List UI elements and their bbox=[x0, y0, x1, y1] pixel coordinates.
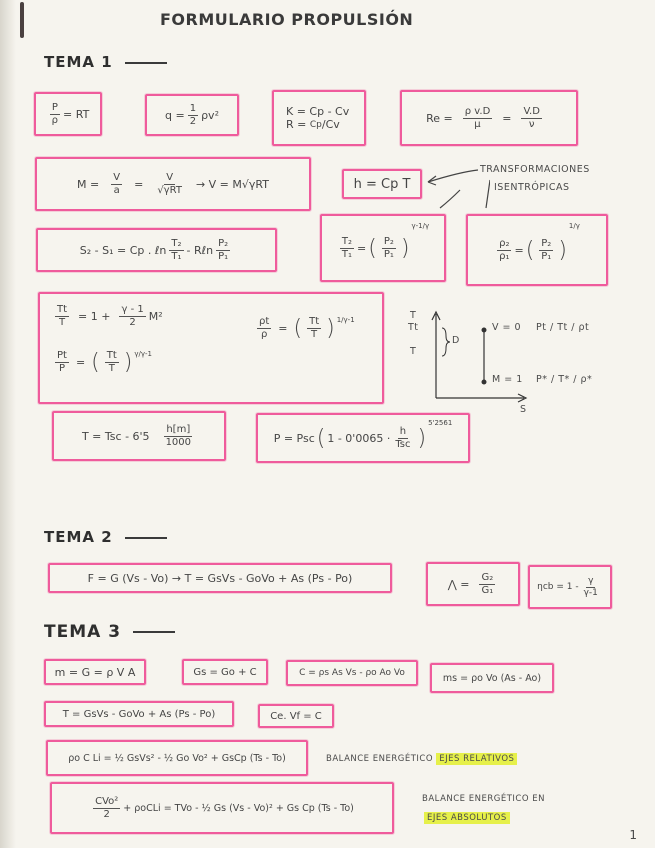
thrust-formula-tema2: F = G (Vs - Vo) → T = GsVs - GoVo + As (Ps - Po) bbox=[48, 563, 392, 593]
diagram-label-tt: Tt bbox=[408, 322, 419, 333]
equals-sign: = bbox=[502, 111, 512, 125]
open-paren: ( bbox=[316, 425, 326, 451]
energy-balance-absolute-formula bbox=[50, 782, 394, 834]
equals-sign: = bbox=[134, 177, 144, 191]
open-paren: ( bbox=[525, 237, 535, 263]
page-title: FORMULARIO PROPULSIÓN bbox=[160, 10, 414, 29]
heading-underline bbox=[125, 537, 167, 539]
formula-rhs: + ρoCLi = TVo - ½ Gs (Vs - Vo)² + Gs Cp (Ts - To) bbox=[123, 802, 354, 814]
open-paren: ( bbox=[91, 350, 100, 375]
frac-num: h[m] bbox=[166, 423, 191, 435]
heading-underline bbox=[133, 631, 175, 633]
formula-mid: = 1 + bbox=[78, 310, 111, 323]
frac-den: Tsc bbox=[395, 438, 411, 450]
frac-den: ν bbox=[528, 118, 535, 130]
equals-sign: = bbox=[75, 356, 86, 369]
isa-temperature-formula bbox=[52, 411, 226, 461]
frac-den: ρ bbox=[260, 329, 268, 340]
efficiency-formula bbox=[528, 565, 612, 609]
energy-balance-relative-formula: ρo C Li = ½ GsVs² - ½ Go Vo² + GsCp (Ts - To) bbox=[46, 740, 308, 776]
diagram-label-d: D bbox=[452, 335, 460, 346]
arrow-icons bbox=[420, 160, 490, 210]
formula-mid: - Rℓn bbox=[186, 243, 214, 257]
stagnation-relations-box bbox=[38, 292, 384, 404]
close-paren: ) bbox=[400, 235, 410, 261]
heading-underline bbox=[125, 62, 167, 64]
formula-lhs: Re = bbox=[426, 111, 453, 125]
thrust-formula-tema3: T = GsVs - GoVo + As (Ps - Po) bbox=[44, 701, 234, 727]
frac-num: P₂ bbox=[383, 235, 394, 247]
section-tema2-heading bbox=[44, 528, 167, 546]
highlighted-note: EJES ABSOLUTOS bbox=[424, 812, 510, 824]
close-paren: ) bbox=[417, 425, 427, 451]
equals-sign: = bbox=[278, 322, 288, 335]
frac-den: γ-1 bbox=[583, 587, 598, 598]
formula-lhs: S₂ - S₁ = Cp . ℓn bbox=[79, 243, 167, 257]
frac-num: G₂ bbox=[481, 571, 494, 583]
frac-num: V.D bbox=[523, 105, 540, 117]
frac-num: P₂ bbox=[218, 237, 229, 249]
frac-den: P₁ bbox=[383, 248, 394, 260]
ce-formula: Ce. Vf = C bbox=[258, 704, 334, 728]
diagram-axis-s: S bbox=[520, 404, 527, 415]
equals-sign: = bbox=[514, 243, 524, 257]
frac-den: a bbox=[113, 184, 120, 196]
frac-num: ρ v.D bbox=[464, 105, 491, 117]
open-paren: ( bbox=[293, 316, 303, 341]
formula-lhs: ηcb = 1 - bbox=[537, 582, 579, 592]
frac-num: 1 bbox=[189, 102, 197, 114]
isa-pressure-formula bbox=[256, 413, 470, 463]
formula-rhs: ρv² bbox=[201, 108, 219, 122]
k-relation: K = Cp - Cv bbox=[286, 105, 350, 118]
stagnation-density-formula bbox=[254, 316, 355, 341]
close-paren: ) bbox=[326, 316, 335, 341]
frac-num: Tt bbox=[57, 304, 68, 315]
gs-formula: Gs = Go + C bbox=[182, 659, 268, 685]
frac-num: V bbox=[113, 171, 121, 183]
frac-num: V bbox=[166, 171, 174, 183]
frac-num: Pt bbox=[57, 350, 67, 361]
exponent: γ-1/γ bbox=[411, 222, 430, 230]
frac-den: P bbox=[58, 363, 65, 374]
frac-num: γ bbox=[588, 575, 594, 586]
stagnation-pressure-formula bbox=[52, 350, 152, 375]
frac-num: P bbox=[51, 101, 58, 113]
frac-den: 2 bbox=[189, 115, 197, 127]
formula-lhs: q = bbox=[165, 108, 185, 122]
frac-den: /Cv bbox=[321, 118, 340, 131]
open-paren: ( bbox=[368, 235, 377, 261]
frac-den: T bbox=[58, 317, 66, 328]
frac-den: ρ₁ bbox=[499, 250, 510, 262]
formula-lhs: ⋀ = bbox=[447, 577, 470, 591]
frac-den: P₁ bbox=[541, 250, 552, 262]
energy-balance-absolute-highlight bbox=[424, 813, 510, 823]
formula-lhs: M = bbox=[77, 177, 100, 191]
diagram-label-t: T bbox=[410, 346, 417, 357]
formula-lhs: R = bbox=[286, 118, 307, 131]
formula-rhs: = RT bbox=[63, 107, 90, 121]
frac-den: T₁ bbox=[341, 248, 353, 260]
frac-num: Tt bbox=[309, 316, 320, 327]
ideal-gas-formula bbox=[34, 92, 102, 136]
diagram-m1-values: P* / T* / ρ* bbox=[536, 374, 593, 385]
frac-num: ρt bbox=[259, 316, 270, 327]
dynamic-pressure-formula bbox=[145, 94, 239, 136]
stagnation-temperature-formula bbox=[52, 304, 163, 329]
transform-note-line2: ISENTRÓPICAS bbox=[494, 182, 570, 193]
mass-flow-formula: m = G = ρ V A bbox=[44, 659, 146, 685]
diagram-m1: M = 1 bbox=[492, 374, 523, 385]
entropy-change-formula bbox=[36, 228, 277, 272]
page-number: 1 bbox=[629, 828, 637, 842]
formula-lhs: T = Tsc - 6'5 bbox=[81, 429, 150, 443]
close-paren: ) bbox=[123, 350, 133, 375]
frac-den: ρ bbox=[51, 114, 59, 126]
frac-num: ρ₂ bbox=[499, 237, 510, 249]
gas-constants-formula bbox=[272, 90, 366, 146]
enthalpy-formula: h = Cp T bbox=[342, 169, 422, 199]
equals-sign: = bbox=[357, 241, 367, 255]
formula-rhs: M² bbox=[148, 310, 163, 323]
ms-formula: ms = ρo Vo (As - Ao) bbox=[430, 663, 554, 693]
isentropic-temperature-formula bbox=[320, 214, 446, 282]
reynolds-formula bbox=[400, 90, 578, 146]
section-tema2-label: TEMA 2 bbox=[44, 528, 113, 546]
frac-num: P₂ bbox=[541, 237, 552, 249]
frac-den: √γRT bbox=[157, 184, 182, 196]
frac-num: T₂ bbox=[171, 237, 182, 249]
section-tema3-heading bbox=[44, 622, 175, 642]
binder-mark bbox=[20, 2, 24, 38]
frac-num: T₂ bbox=[341, 235, 353, 247]
highlighted-note: EJES RELATIVOS bbox=[436, 753, 517, 765]
frac-num: Tt bbox=[106, 350, 117, 361]
fuel-flow-formula: C = ρs As Vs - ρo Ao Vo bbox=[286, 660, 418, 686]
frac-den: G₁ bbox=[481, 584, 494, 596]
mach-formula bbox=[35, 157, 311, 211]
energy-balance-relative-note bbox=[326, 754, 517, 764]
r-relation bbox=[286, 118, 340, 131]
close-paren: ) bbox=[558, 237, 567, 263]
exponent: 1/γ-1 bbox=[336, 316, 355, 324]
exponent: 1/γ bbox=[568, 222, 580, 230]
diagram-axis-t: T bbox=[410, 310, 417, 321]
frac-num: Cp bbox=[309, 119, 322, 130]
frac-num: γ - 1 bbox=[121, 304, 144, 315]
frac-den: 2 bbox=[129, 317, 136, 328]
frac-den: T₁ bbox=[171, 250, 182, 262]
page-edge-shadow bbox=[0, 0, 16, 848]
transform-note-line1: TRANSFORMACIONES bbox=[480, 164, 590, 175]
exponent: 5'2561 bbox=[428, 419, 453, 427]
frac-num: h bbox=[399, 425, 407, 437]
frac-den: T bbox=[311, 329, 318, 340]
diagram-v0: V = 0 bbox=[492, 322, 522, 333]
section-tema3-label: TEMA 3 bbox=[44, 622, 122, 642]
frac-den: 1000 bbox=[165, 436, 192, 448]
diagram-v0-values: Pt / Tt / ρt bbox=[536, 322, 590, 333]
mass-ratio-formula bbox=[426, 562, 520, 606]
isentropic-density-formula bbox=[466, 214, 608, 286]
frac-den: 2 bbox=[103, 808, 110, 820]
note-label: BALANCE ENERGÉTICO bbox=[326, 754, 434, 764]
formula-mid: 1 - 0'0065 · bbox=[327, 431, 391, 445]
frac-num: CVo² bbox=[95, 795, 119, 807]
frac-den: T bbox=[108, 363, 115, 374]
section-tema1-label: TEMA 1 bbox=[44, 53, 113, 71]
energy-balance-absolute-note: BALANCE ENERGÉTICO EN bbox=[422, 794, 545, 804]
exponent: γ/γ-1 bbox=[134, 350, 153, 358]
section-tema1-heading bbox=[44, 53, 167, 71]
frac-den: μ bbox=[474, 118, 481, 130]
formula-lhs: P = Psc bbox=[273, 431, 315, 445]
frac-den: P₁ bbox=[218, 250, 229, 262]
formula-rhs: → V = M√γRT bbox=[195, 177, 269, 191]
